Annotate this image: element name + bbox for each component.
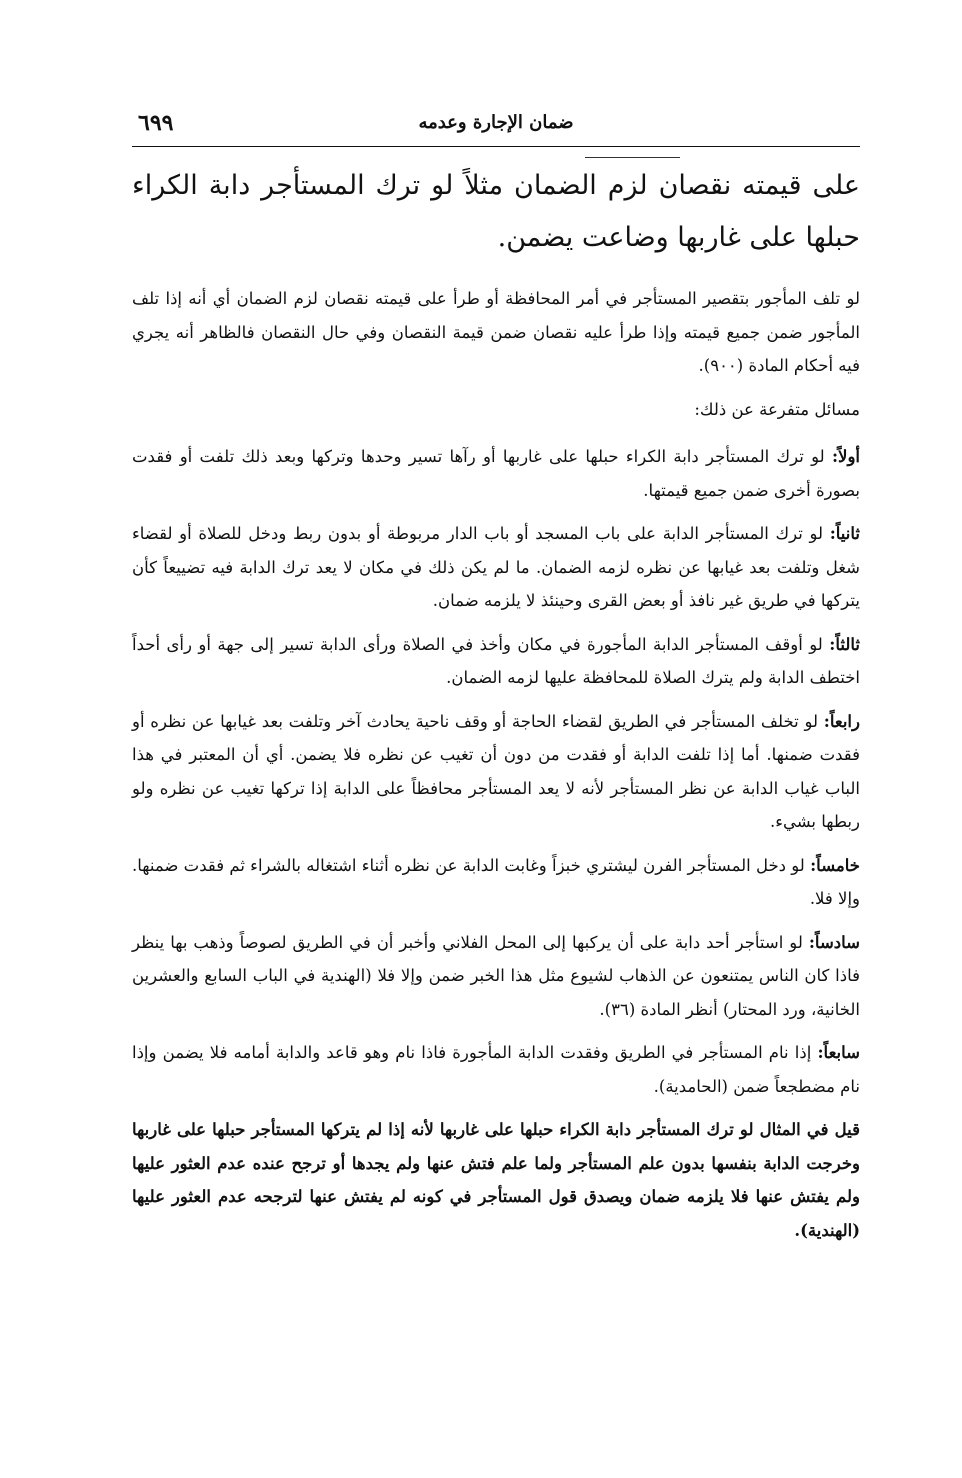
- paragraph-explanation: [132, 282, 860, 383]
- paragraph-case-3: [132, 628, 860, 695]
- paragraph-text: لو تلف المأجور بتقصير المستأجر في أمر المحافظة أو طرأ على قيمته نقصان لزم الضمان أي أنه إذا تلف المأجور ضمن جميع قيمته وإذا طرأ عليه نقصان ضمن قيمة النقصان وفي حال النقصان فالظاهر أنه يجري فيه أحكام المادة (٩٠٠).: [132, 289, 860, 375]
- header-rule-accent: [585, 157, 680, 158]
- case-number: سادساً:: [808, 932, 860, 952]
- page-body: [132, 160, 860, 1257]
- running-title: ضمان الإجارة وعدمه: [418, 112, 574, 133]
- paragraph-case-6: [132, 926, 860, 1027]
- case-number: رابعاً:: [823, 711, 860, 731]
- case-number: سابعاً:: [817, 1043, 860, 1062]
- paragraph-case-1: [132, 440, 860, 507]
- paragraph-text: مسائل متفرعة عن ذلك:: [694, 399, 860, 419]
- paragraph-text: قيل في المثال لو ترك المستأجر دابة الكراء حبلها على غاربها لأنه إذا لم يتركها المستأجر حبلها على غاربها وخرجت الدابة بنفسها بدون علم المستأجر ولما علم فتش عنها ولم يجدها أو ترجح عنده عدم العثور عليها ولم يفتش عنها فلا يلزمه ضمان ويصدق قول المستأجر في كونه لم يفتش عنها لترجحه عدم العثور عليها (الهندية).: [132, 1120, 860, 1240]
- paragraph-case-4: [132, 705, 860, 839]
- page-number: ٦٩٩: [138, 110, 174, 136]
- case-number: أولاً:: [831, 447, 860, 466]
- paragraph-text: لو دخل المستأجر الفرن ليشتري خبزاً وغابت الدابة عن نظره أثناء اشتغاله بالشراء ثم فقدت ضمنها. وإلا فلا.: [132, 855, 860, 908]
- paragraph-text: لو ترك المستأجر دابة الكراء حبلها على غاربها أو رآها تسير وحدها وتركها وبعد ذلك تلفت أو فقدت بصورة أخرى ضمن جميع قيمتها.: [132, 447, 860, 500]
- lead-paragraph: على قيمته نقصان لزم الضمان مثلاً لو ترك المستأجر دابة الكراء حبلها على غاربها وضاعت يضمن.: [132, 170, 860, 253]
- paragraph-subheading: [132, 393, 860, 427]
- paragraph-text: لو أوقف المستأجر الدابة المأجورة في مكان وأخذ في الصلاة ورأى الدابة تسير إلى جهة أو رأى أحداً اختطف الدابة ولم يترك الصلاة للمحافظة عليها لزمه الضمان.: [132, 634, 860, 687]
- paragraph-text: لو استأجر أحد دابة على أن يركبها إلى المحل الفلاني وأخبر أن في الطريق لصوصاً وذهب بها ينظر فاذا كان الناس يمتنعون عن الذهاب لشيوع مثل هذا الخبر ضمن وإلا فلا (الهندية في الباب السابع والعشرين الخانية، ورد المحتار) أنظر المادة (٣٦).: [132, 932, 860, 1019]
- paragraph-closing-note: [132, 1113, 860, 1247]
- paragraph-text: لو ترك المستأجر الدابة على باب المسجد أو باب الدار مربوطة أو بدون ربط ودخل للصلاة أو لقضاء شغل وتلفت بعد غيابها عن نظره لزمه الضمان. ما لم يكن ذلك في مكان لا يعد ترك الدابة فيه تضييعاً كأن يتركها في طريق غير نافذ أو بعض القرى وحينئذ لا يلزمه ضمان.: [132, 524, 860, 610]
- case-number: ثانياً:: [829, 524, 860, 543]
- page-header: [132, 108, 860, 142]
- paragraph-case-2: [132, 517, 860, 618]
- header-rule: [132, 146, 860, 147]
- case-number: ثالثاً:: [829, 634, 860, 654]
- paragraph-text: لو تخلف المستأجر في الطريق لقضاء الحاجة أو وقف ناحية يحادث آخر وتلفت بعد غيابها عن نظره أو فقدت ضمنها. أما إذا تلفت الدابة أو فقدت من دون أن تغيب عن نظره فلا يضمن. أي أن المعتبر في هذا الباب غياب الدابة عن نظر المستأجر لأنه لا يعد المستأجر محافظاً على الدابة إذا تركها تغيب عن نظره ولو ربطها بشيء.: [132, 711, 860, 831]
- paragraph-text: إذا نام المستأجر في الطريق وفقدت الدابة المأجورة فاذا نام وهو قاعد والدابة أمامه فلا يضمن وإذا نام مضطجعاً ضمن (الحامدية).: [132, 1043, 860, 1096]
- paragraph-case-7: [132, 1036, 860, 1103]
- paragraph-case-5: [132, 849, 860, 916]
- case-number: خامساً:: [810, 855, 860, 875]
